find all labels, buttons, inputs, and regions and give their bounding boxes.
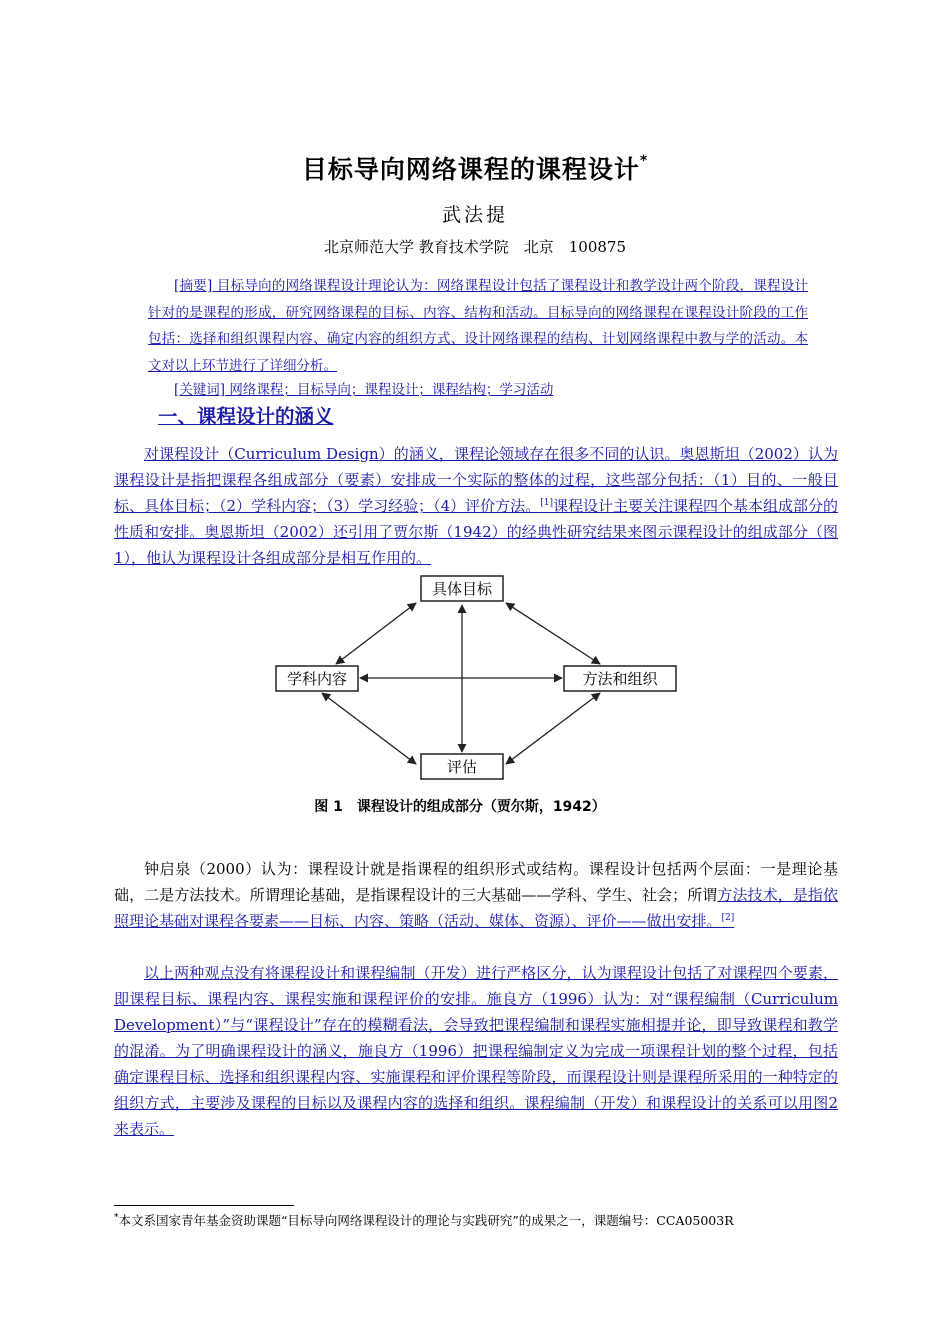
citation-1[interactable]: [1] (540, 498, 553, 508)
author-name: 武法提 (441, 204, 508, 226)
node-bottom-label: 评估 (446, 758, 478, 776)
footnote (114, 1211, 734, 1229)
figure-1-caption: 图 1 课程设计的组成部分（贾尔斯，1942） (314, 799, 606, 815)
title-footnote-mark: * (639, 152, 649, 169)
node-top-label: 具体目标 (431, 580, 493, 598)
abstract[interactable]: [摘要] 目标导向的网络课程设计理论认为：网络课程设计包括了课程设计和教学设计两个阶段，课程设计针对的是课程的形成，研究网络课程的目标、内容、结构和活动。目标导向的网络课程在课程设计阶段的工作包括：选择和组织课程内容、确定内容的组织方式、设计网络课程的结构、计划网络课程中教与学的活动。本文对以上环节进行了详细分析。 (148, 278, 808, 374)
paragraph-2-link-text: 方法技术，是指依照理论基础对课程各要素——目标、内容、策略（活动、媒体、资源）、评价——做出安排。 (114, 886, 838, 930)
title-text: 目标导向网络课程的课程设计 (301, 155, 640, 184)
keywords[interactable]: [关键词] 网络课程；目标导向；课程设计；课程结构；学习活动 (174, 382, 554, 398)
footnote-mark: * (114, 1212, 119, 1223)
citation-2[interactable]: [2] (721, 913, 735, 923)
arrow-top-left (336, 603, 416, 664)
paragraph-2 (114, 856, 838, 934)
paragraph-3[interactable]: 以上两种观点没有将课程设计和课程编制（开发）进行严格区分，认为课程设计包括了对课程四个要素，即课程目标、课程内容、课程实施和课程评价的安排。施良方（1996）认为：对“课程编制（Curriculum Development）”与“课程设计”存在的模糊看法，会导致把课程编制和课程实施相提并论，即导致课程和教学的混淆。为了明确课程设计的涵义，施良方（1996）把课程编制定义为完成一项课程计划的整个过程，包括确定课程目标、选择和组织课程内容、实施课程和评价课程等阶段，而课程设计则是课程所采用的一种特定的组织方式，主要涉及课程的目标以及课程内容的选择和组织。课程编制（开发）和课程设计的关系可以用图2来表示。 (114, 964, 838, 1138)
arrow-right-bottom (506, 693, 600, 764)
section-heading-1[interactable]: 一、课程设计的涵义 (158, 405, 334, 428)
paragraph-1-text-a: 对课程设计（Curriculum Design）的涵义，课程论领域存在很多不同的认识。奥恩斯坦（2002）认为课程设计是指把课程各组成部分（要素）安排成一个实际的整体的过程，这些部分包括：（1）目的、一般目标、具体目标；（2）学科内容；（3）学习经验；（4）评价方法。 (114, 445, 838, 515)
footnote-divider (114, 1205, 294, 1206)
figure-1 (270, 570, 690, 820)
arrow-left-bottom (322, 693, 416, 764)
paper-title (0, 150, 950, 186)
paragraph-2-text-a: 钟启泉（2000）认为：课程设计就是指课程的组织形式或结构。课程设计包括两个层面：一是理论基础，二是方法技术。所谓理论基础，是指课程设计的三大基础——学科、学生、社会；所谓 (114, 860, 838, 904)
node-left-label: 学科内容 (286, 670, 348, 688)
footnote-text: 本文系国家青年基金资助课题“目标导向网络课程设计的理论与实践研究”的成果之一，课题编号：CCA05003R (118, 1213, 734, 1228)
paragraph-1-text-b: 课程设计主要关注课程四个基本组成部分的性质和安排。奥恩斯坦（2002）还引用了贾尔斯（1942）的经典性研究结果来图示课程设计的组成部分（图1），他认为课程设计各组成部分是相互作用的。 (114, 497, 838, 567)
node-right-label: 方法和组织 (582, 670, 658, 688)
paragraph-1[interactable] (114, 441, 838, 571)
arrow-top-right (506, 603, 600, 664)
affiliation: 北京师范大学 教育技术学院 北京 100875 (323, 238, 627, 256)
